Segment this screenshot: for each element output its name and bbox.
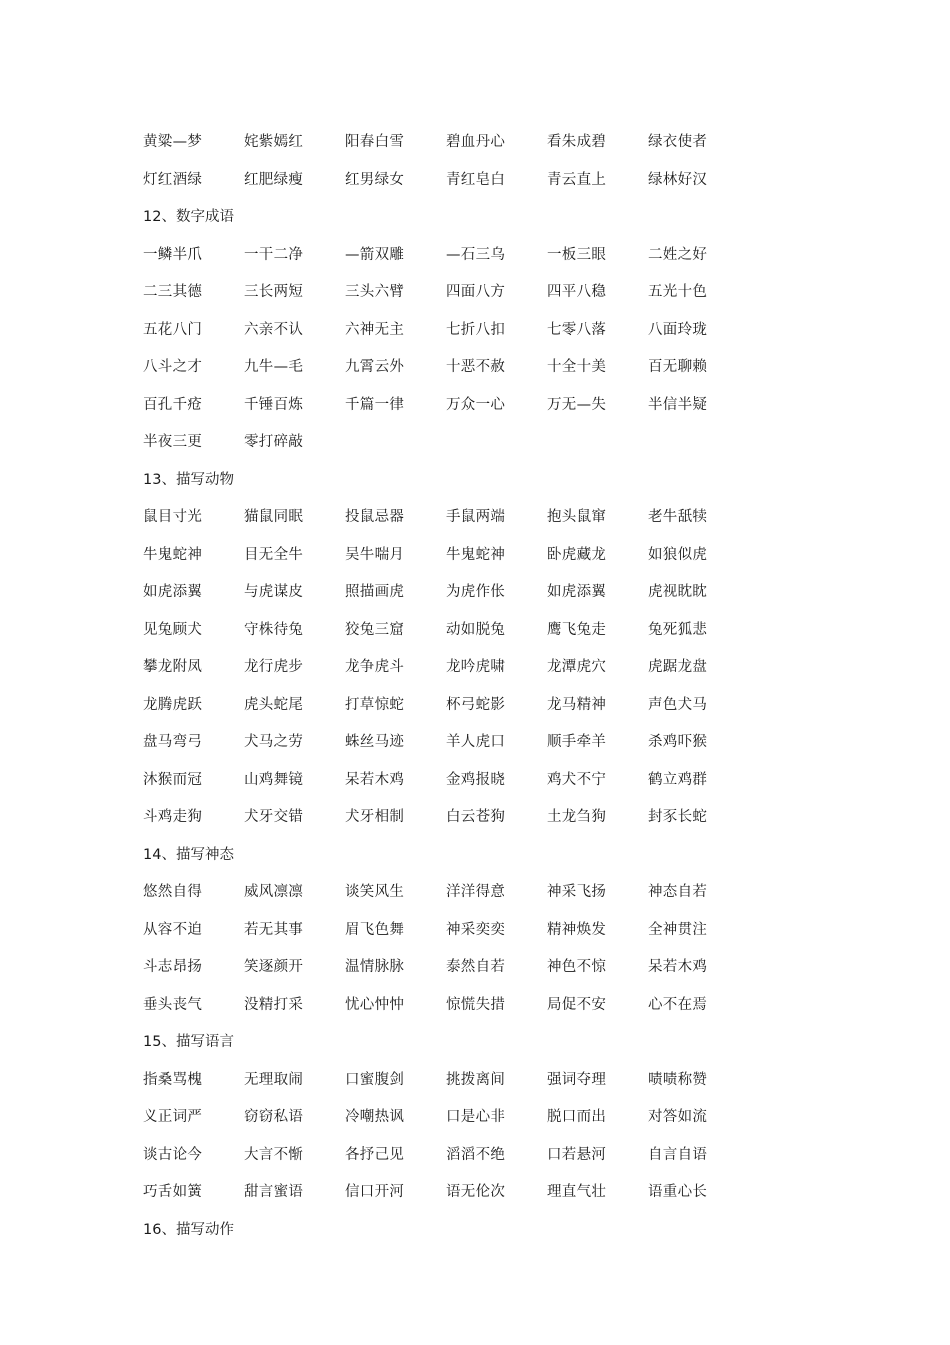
idiom-word: 五花八门 [143,321,203,338]
idiom-word: 守株待兔 [244,621,304,638]
idiom-word: 黄粱—梦 [143,134,203,151]
idiom-word: 灯红酒绿 [143,171,203,188]
idiom-row [143,422,843,460]
idiom-word: 红男绿女 [345,171,405,188]
idiom-row [143,760,843,798]
idiom-word: 七折八扣 [446,321,506,338]
idiom-word: 六亲不认 [244,321,304,338]
idiom-word: 盘马弯弓 [143,734,203,751]
idiom-word: 脱口而出 [547,1109,607,1126]
idiom-row [143,910,843,948]
idiom-word: 温情脉脉 [345,959,405,976]
idiom-word: 九霄云外 [345,359,405,376]
idiom-word: 语无伦次 [446,1184,506,1201]
idiom-word: 龙争虎斗 [345,659,405,676]
idiom-word: 看朱成碧 [547,134,607,151]
idiom-word: 神色不惊 [547,959,607,976]
idiom-word: 四平八稳 [547,284,607,301]
idiom-word: —石三乌 [446,246,506,263]
idiom-word: 杯弓蛇影 [446,696,506,713]
idiom-word: 羊人虎口 [446,734,506,751]
idiom-word: 犬牙交错 [244,809,304,826]
section-heading: 12、数字成语 [143,209,234,226]
idiom-word: 绿衣使者 [648,134,708,151]
idiom-word: 惊慌失措 [446,996,506,1013]
idiom-row [143,985,843,1023]
idiom-word: 顺手牵羊 [547,734,607,751]
idiom-row [143,1097,843,1135]
idiom-word: 神采奕奕 [446,921,506,938]
idiom-word: 四面八方 [446,284,506,301]
idiom-row [143,610,843,648]
idiom-word: —箭双雕 [345,246,405,263]
idiom-word: 百无聊赖 [648,359,708,376]
idiom-word: 五光十色 [648,284,708,301]
idiom-word: 投鼠忌器 [345,509,405,526]
idiom-word: 狡兔三窟 [345,621,405,638]
idiom-word: 若无其事 [244,921,304,938]
idiom-row [143,497,843,535]
idiom-word: 各抒己见 [345,1146,405,1163]
idiom-row [143,385,843,423]
idiom-word: 龙马精神 [547,696,607,713]
idiom-word: 如虎添翼 [547,584,607,601]
idiom-row [143,272,843,310]
idiom-word: 神态自若 [648,884,708,901]
idiom-word: 半信半疑 [648,396,708,413]
idiom-word: 与虎谋皮 [244,584,304,601]
idiom-word: 攀龙附凤 [143,659,203,676]
idiom-word: 见兔顾犬 [143,621,203,638]
idiom-word: 二三其德 [143,284,203,301]
idiom-word: 为虎作伥 [446,584,506,601]
idiom-word: 三头六臂 [345,284,405,301]
idiom-word: 理直气壮 [547,1184,607,1201]
idiom-word: 一鳞半爪 [143,246,203,263]
idiom-word: 八斗之才 [143,359,203,376]
idiom-word: 自言自语 [648,1146,708,1163]
idiom-word: 眉飞色舞 [345,921,405,938]
idiom-word: 一板三眼 [547,246,607,263]
idiom-word: 阳春白雪 [345,134,405,151]
idiom-row [143,347,843,385]
idiom-word: 山鸡舞镜 [244,771,304,788]
idiom-word: 青红皂白 [446,171,506,188]
idiom-word: 照描画虎 [345,584,405,601]
idiom-row [143,685,843,723]
idiom-word: 巧舌如簧 [143,1184,203,1201]
idiom-word: 呆若木鸡 [345,771,405,788]
idiom-word: 老牛舐犊 [648,509,708,526]
idiom-word: 鹤立鸡群 [648,771,708,788]
section-heading-row [143,460,843,498]
idiom-word: 手鼠两端 [446,509,506,526]
idiom-word: 零打碎敲 [244,434,304,451]
idiom-row [143,572,843,610]
idiom-row [143,797,843,835]
idiom-word: 呆若木鸡 [648,959,708,976]
idiom-word: 动如脱兔 [446,621,506,638]
idiom-word: 声色犬马 [648,696,708,713]
idiom-word: 碧血丹心 [446,134,506,151]
idiom-word: 白云苍狗 [446,809,506,826]
idiom-word: 百孔千疮 [143,396,203,413]
idiom-word: 口若悬河 [547,1146,607,1163]
idiom-row [143,872,843,910]
idiom-word: 啧啧称赞 [648,1071,708,1088]
idiom-word: 绿林好汉 [648,171,708,188]
idiom-row [143,122,843,160]
idiom-word: 如虎添翼 [143,584,203,601]
idiom-word: 挑拨离间 [446,1071,506,1088]
idiom-word: 滔滔不绝 [446,1146,506,1163]
idiom-word: 封豕长蛇 [648,809,708,826]
idiom-word: 局促不安 [547,996,607,1013]
idiom-word: 十恶不赦 [446,359,506,376]
idiom-word: 语重心长 [648,1184,708,1201]
idiom-word: 杀鸡吓猴 [648,734,708,751]
idiom-word: 对答如流 [648,1109,708,1126]
section-heading: 16、描写动作 [143,1221,234,1238]
idiom-word: 精神焕发 [547,921,607,938]
idiom-word: 兔死狐悲 [648,621,708,638]
idiom-word: 红肥绿瘦 [244,171,304,188]
idiom-word: 龙腾虎跃 [143,696,203,713]
idiom-word: 吴牛喘月 [345,546,405,563]
idiom-word: 洋洋得意 [446,884,506,901]
idiom-word: 犬马之劳 [244,734,304,751]
idiom-word: 威风凛凛 [244,884,304,901]
idiom-word: 六神无主 [345,321,405,338]
idiom-row [143,1060,843,1098]
idiom-word: 笑逐颜开 [244,959,304,976]
idiom-word: 牛鬼蛇神 [446,546,506,563]
idiom-word: 忧心忡忡 [345,996,405,1013]
idiom-word: 口蜜腹剑 [345,1071,405,1088]
idiom-word: 犬牙相制 [345,809,405,826]
section-heading: 13、描写动物 [143,471,234,488]
idiom-word: 万无—失 [547,396,607,413]
idiom-word: 甜言蜜语 [244,1184,304,1201]
idiom-row [143,947,843,985]
idiom-word: 牛鬼蛇神 [143,546,203,563]
idiom-word: 谈笑风生 [345,884,405,901]
idiom-word: 鹰飞兔走 [547,621,607,638]
idiom-word: 千篇一律 [345,396,405,413]
idiom-word: 八面玲珑 [648,321,708,338]
idiom-word: 打草惊蛇 [345,696,405,713]
idiom-word: 姹紫嫣红 [244,134,304,151]
idiom-word: 义正词严 [143,1109,203,1126]
idiom-word: 泰然自若 [446,959,506,976]
idiom-word: 金鸡报晓 [446,771,506,788]
idiom-word: 抱头鼠窜 [547,509,607,526]
idiom-word: 万众一心 [446,396,506,413]
idiom-word: 卧虎藏龙 [547,546,607,563]
idiom-word: 垂头丧气 [143,996,203,1013]
idiom-word: 鸡犬不宁 [547,771,607,788]
idiom-word: 十全十美 [547,359,607,376]
idiom-word: 龙行虎步 [244,659,304,676]
section-heading-row [143,197,843,235]
idiom-word: 斗志昂扬 [143,959,203,976]
idiom-word: 千锤百炼 [244,396,304,413]
idiom-word: 没精打采 [244,996,304,1013]
idiom-word: 谈古论今 [143,1146,203,1163]
idiom-word: 斗鸡走狗 [143,809,203,826]
idiom-word: 鼠目寸光 [143,509,203,526]
idiom-word: 冷嘲热讽 [345,1109,405,1126]
idiom-word: 二姓之好 [648,246,708,263]
idiom-word: 半夜三更 [143,434,203,451]
idiom-word: 神采飞扬 [547,884,607,901]
idiom-word: 龙吟虎啸 [446,659,506,676]
idiom-row [143,535,843,573]
idiom-row [143,310,843,348]
section-heading: 14、描写神态 [143,846,234,863]
idiom-word: 大言不惭 [244,1146,304,1163]
idiom-word: 龙潭虎穴 [547,659,607,676]
section-heading-row [143,1210,843,1248]
idiom-word: 口是心非 [446,1109,506,1126]
idiom-word: 强词夺理 [547,1071,607,1088]
idiom-word: 九牛—毛 [244,359,304,376]
idiom-word: 虎视眈眈 [648,584,708,601]
idiom-word: 一干二净 [244,246,304,263]
idiom-word: 青云直上 [547,171,607,188]
section-heading-row [143,1022,843,1060]
idiom-row [143,1135,843,1173]
section-heading-row [143,835,843,873]
idiom-word: 虎踞龙盘 [648,659,708,676]
idiom-row [143,235,843,273]
idiom-document [143,122,843,1247]
idiom-word: 从容不迫 [143,921,203,938]
idiom-word: 猫鼠同眠 [244,509,304,526]
idiom-word: 土龙刍狗 [547,809,607,826]
idiom-word: 三长两短 [244,284,304,301]
idiom-word: 悠然自得 [143,884,203,901]
section-heading: 15、描写语言 [143,1034,234,1051]
idiom-word: 如狼似虎 [648,546,708,563]
idiom-word: 心不在焉 [648,996,708,1013]
idiom-word: 七零八落 [547,321,607,338]
idiom-row [143,722,843,760]
idiom-row [143,1172,843,1210]
idiom-word: 指桑骂槐 [143,1071,203,1088]
idiom-word: 窃窃私语 [244,1109,304,1126]
idiom-word: 蛛丝马迹 [345,734,405,751]
idiom-word: 无理取闹 [244,1071,304,1088]
idiom-word: 沐猴而冠 [143,771,203,788]
idiom-word: 虎头蛇尾 [244,696,304,713]
idiom-word: 全神贯注 [648,921,708,938]
idiom-word: 目无全牛 [244,546,304,563]
idiom-word: 信口开河 [345,1184,405,1201]
idiom-row [143,160,843,198]
idiom-row [143,647,843,685]
